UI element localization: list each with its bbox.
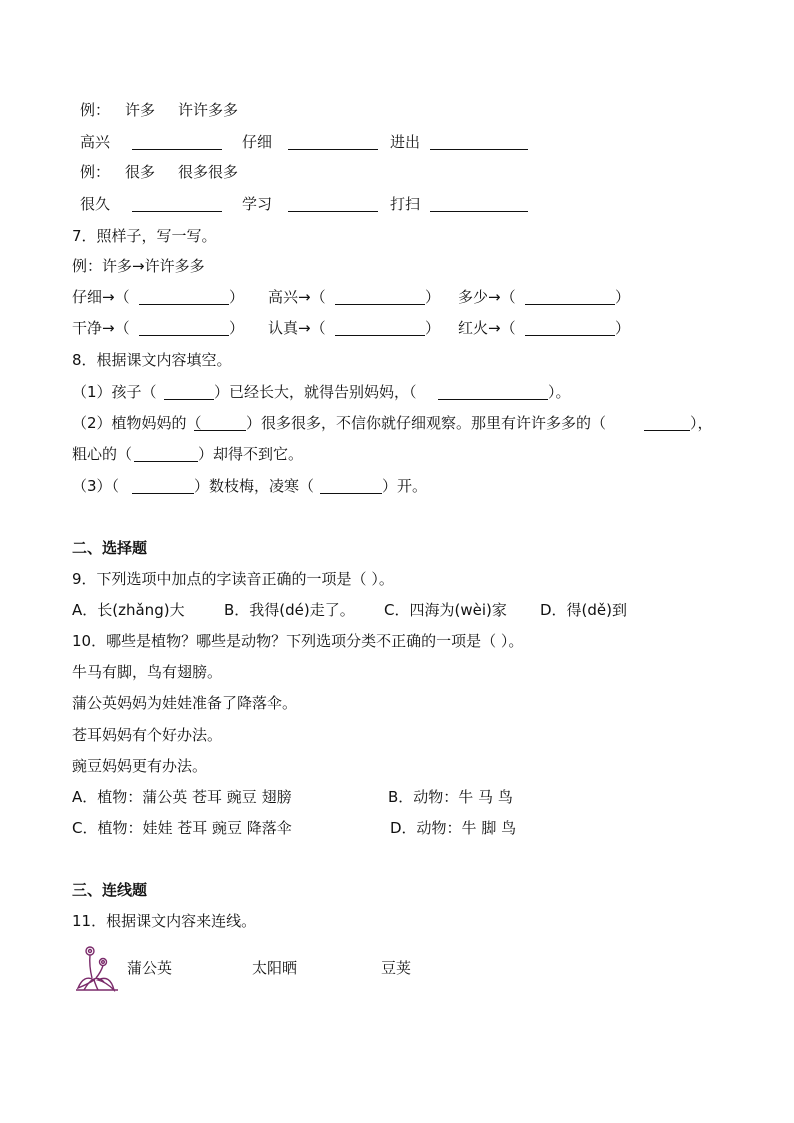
example-word: 很多 [125,163,156,181]
q7-prompt: 多少→（ [458,288,516,306]
q8-text: （3）（ [72,477,120,495]
answer-blank[interactable] [132,193,222,212]
match-item[interactable]: 豆荚 [381,959,412,977]
answer-blank[interactable] [438,381,548,400]
q7-prompt: 认真→（ [268,319,326,337]
q8-text: ）已经长大，就得告别妈妈，（ [214,383,417,401]
answer-blank[interactable] [194,412,246,431]
answer-blank[interactable] [134,443,198,462]
q10-text-line: 豌豆妈妈更有办法。 [72,757,208,775]
section-3-heading: 三、连线题 [72,881,148,899]
close-paren: ） [425,319,441,337]
question-7-title: 7．照样子，写一写。 [72,227,217,245]
option-d[interactable]: D．动物：牛 脚 鸟 [390,819,517,837]
question-10-title: 10．哪些是植物？哪些是动物？下列选项分类不正确的一项是（ ）。 [72,632,524,650]
answer-blank[interactable] [139,317,229,336]
question-11-title: 11．根据课文内容来连线。 [72,912,257,930]
example-label: 例： [80,101,111,119]
option-d[interactable]: D．得(dě)到 [540,601,628,619]
close-paren: ） [229,319,245,337]
q7-prompt: 仔细→（ [72,288,130,306]
q8-text: （1）孩子（ [72,383,157,401]
answer-blank[interactable] [139,286,229,305]
answer-blank[interactable] [430,193,528,212]
question-9-title: 9．下列选项中加点的字读音正确的一项是（ ）。 [72,570,394,588]
q8-text: ）数枝梅，凌寒（ [194,477,315,495]
answer-blank[interactable] [132,131,222,150]
q8-text: 粗心的（ [72,445,133,463]
option-a[interactable]: A．植物：蒲公英 苍耳 豌豆 翅膀 [72,788,292,806]
option-c[interactable]: C．四海为(wèi)家 [384,601,507,619]
q10-text-line: 蒲公英妈妈为娃娃准备了降落伞。 [72,694,298,712]
question-8-title: 8．根据课文内容填空。 [72,351,232,369]
question-7-example: 例：许多→许许多多 [72,257,205,275]
q7-prompt: 红火→（ [458,319,516,337]
answer-blank[interactable] [335,286,425,305]
answer-blank[interactable] [320,475,382,494]
q7-prompt: 干净→（ [72,319,130,337]
close-paren: ） [615,319,631,337]
answer-blank[interactable] [335,317,425,336]
section-2-heading: 二、选择题 [72,539,148,557]
example-word: 许多 [125,101,156,119]
answer-blank[interactable] [430,131,528,150]
example-answer: 很多很多 [178,163,239,181]
prompt-word: 高兴 [80,133,111,151]
q8-text: ）开。 [382,477,428,495]
close-paren: ） [615,288,631,306]
q8-text: （2）植物妈妈的（ [72,414,202,432]
example-answer: 许许多多 [178,101,239,119]
q10-text-line: 牛马有脚，鸟有翅膀。 [72,663,223,681]
q7-prompt: 高兴→（ [268,288,326,306]
close-paren: ） [425,288,441,306]
q8-text: ）很多很多，不信你就仔细观察。那里有许许多多的（ [246,414,607,432]
answer-blank[interactable] [288,193,378,212]
q10-text-line: 苍耳妈妈有个好办法。 [72,726,223,744]
answer-blank[interactable] [644,412,690,431]
close-paren: ） [229,288,245,306]
prompt-word: 仔细 [242,133,273,151]
option-a[interactable]: A．长(zhǎng)大 [72,601,185,619]
q8-text: ）。 [548,383,571,401]
answer-blank[interactable] [525,317,615,336]
match-item[interactable]: 太阳晒 [252,959,298,977]
answer-blank[interactable] [288,131,378,150]
q8-text: ）， [690,414,713,432]
answer-blank[interactable] [132,475,194,494]
option-b[interactable]: B．我得(dé)走了。 [224,601,355,619]
q8-text: ）却得不到它。 [198,445,304,463]
prompt-word: 进出 [390,133,421,151]
example-label: 例： [80,163,111,181]
answer-blank[interactable] [164,381,214,400]
prompt-word: 很久 [80,195,111,213]
dandelion-icon [74,944,120,992]
option-c[interactable]: C．植物：娃娃 苍耳 豌豆 降落伞 [72,819,292,837]
prompt-word: 学习 [242,195,273,213]
prompt-word: 打扫 [390,195,421,213]
answer-blank[interactable] [525,286,615,305]
match-item[interactable]: 蒲公英 [127,959,173,977]
option-b[interactable]: B．动物：牛 马 鸟 [388,788,513,806]
